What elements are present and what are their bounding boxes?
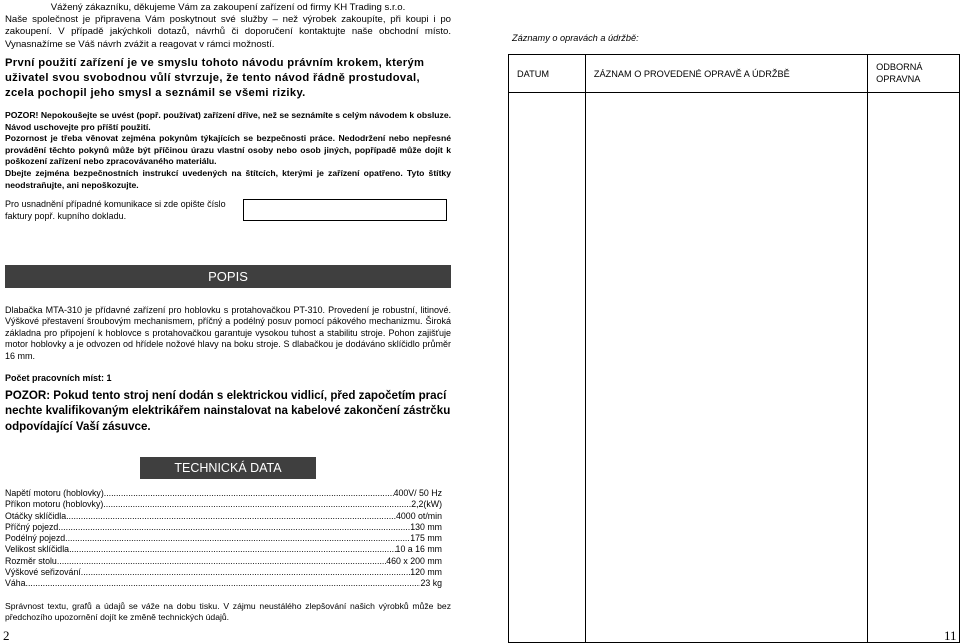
spec-row: Příčný pojezd ..... 130 mm — [5, 522, 442, 533]
workplaces-count: Počet pracovních míst: 1 — [5, 373, 112, 383]
spec-row: Podélný pojezd ..... 175 mm — [5, 533, 442, 544]
workshop-cell[interactable] — [868, 93, 960, 643]
records-title: Záznamy o opravách a údržbě: — [512, 33, 639, 43]
column-date: DATUM — [509, 55, 586, 93]
warning-1: POZOR! Nepokoušejte se uvést (popř. používat) zařízení dříve, než se seznámíte s celým návodem k obsluze. Návod uschovejte pro příští použití. — [5, 110, 451, 132]
column-record: ZÁZNAM O PROVEDENÉ OPRAVĚ A ÚDRŽBĚ — [585, 55, 867, 93]
spec-row: Příkon motoru (hoblovky) ..... 2,2(kW) — [5, 499, 442, 510]
invoice-note: Pro usnadnění případné komunikace si zde opište číslo faktury popř. kupního dokladu. — [5, 199, 226, 221]
invoice-number-field[interactable] — [243, 199, 447, 221]
service-records-table — [508, 54, 960, 643]
page-number-left: 2 — [3, 628, 10, 643]
date-cell[interactable] — [509, 93, 586, 643]
spec-row: Rozměr stolu ..... 460 x 200 mm — [5, 556, 442, 567]
description-text: Dlabačka MTA-310 je přídavné zařízení pro hoblovku s protahovačkou PT-310. Provedení je robustní, litinové. Výškové přestavení šroubovým mechanismem, příčný a podélný posuv pomocí pákového mechanizmu. Široká základna pro připojení k hoblovce s protahovačkou garantuje vysokou tuhost a stabilitu stroje. Pohon zajišťuje motor hoblovky a je odvozen od hřídele nožové hlavy na boku stroje. S dlabačkou je dodáváno sklíčidlo průměr 16 mm. — [5, 305, 451, 361]
spec-row: Velikost sklíčidla ..... 10 a 16 mm — [5, 544, 442, 555]
lead-statement: První použití zařízení je ve smyslu tohoto návodu právním krokem, kterým uživatel svou svobodnou vůlí stvrzuje, že tento návod řádně prostudoval, zcela pochopil jeho smysl a seznámil se všemi riziky. — [5, 57, 425, 99]
warnings-block — [5, 110, 451, 191]
spec-row: Otáčky sklíčidla ..... 4000 ot/min — [5, 511, 442, 522]
electrical-warning: POZOR: Pokud tento stroj není dodán s elektrickou vidlicí, před započetím prací nechte kvalifikovaným elektrikářem nainstalovat na kabelové zakončení zástrčku odpovídající Vaší zásuvce. — [5, 389, 451, 433]
greeting: Vážený zákazníku, děkujeme Vám za zakoupení zařízení od firmy KH Trading s.r.o. — [50, 2, 406, 13]
warning-3: Dbejte zejména bezpečnostních instrukcí uvedených na štítcích, kterými je zařízení opatřeno. Tyto štítky neodstraňujte, ani nepoškozujte. — [5, 167, 451, 190]
record-cell[interactable] — [585, 93, 867, 643]
spec-row: Výškové seřizování ..... 120 mm — [5, 567, 442, 578]
warning-2: Pozornost je třeba věnovat zejména pokynům týkajících se bezpečnosti práce. Nedodržení nebo nepřesné provádění těchto pokynů může být příčinou úrazu vlastní osoby nebo osob jiných, popřípadě může dojít k poškození zařízení nebo zpracovávaného materiálu. — [5, 133, 451, 167]
table-row — [509, 93, 960, 643]
spec-row: Váha ..... 23 kg — [5, 578, 442, 589]
spec-row: Napětí motoru (hoblovky) ..... 400V/ 50 Hz — [5, 488, 442, 499]
column-workshop: ODBORNÁ OPRAVNA — [868, 55, 960, 93]
page-number-right: 11 — [944, 628, 957, 643]
tech-specs-list — [5, 488, 442, 590]
intro-text — [5, 2, 451, 51]
tech-heading: TECHNICKÁ DATA — [140, 457, 316, 479]
popis-heading: POPIS — [5, 265, 451, 288]
intro-paragraph: Naše společnost je připravena Vám poskytnout své služby – než výrobek zakoupíte, při koupi i po zakoupení. V případě jakýchkoli dotazů, návrhů či doporučení kontaktujte naše obchodní místo. Vynasnažíme se Váš návrh zvážit a reagovat v rámci možností. — [5, 14, 451, 50]
disclaimer: Správnost textu, grafů a údajů se váže na dobu tisku. V zájmu neustálého zlepšování našich výrobků může bez předchozího upozornění dojít ke změně technických údajů. — [5, 601, 451, 623]
